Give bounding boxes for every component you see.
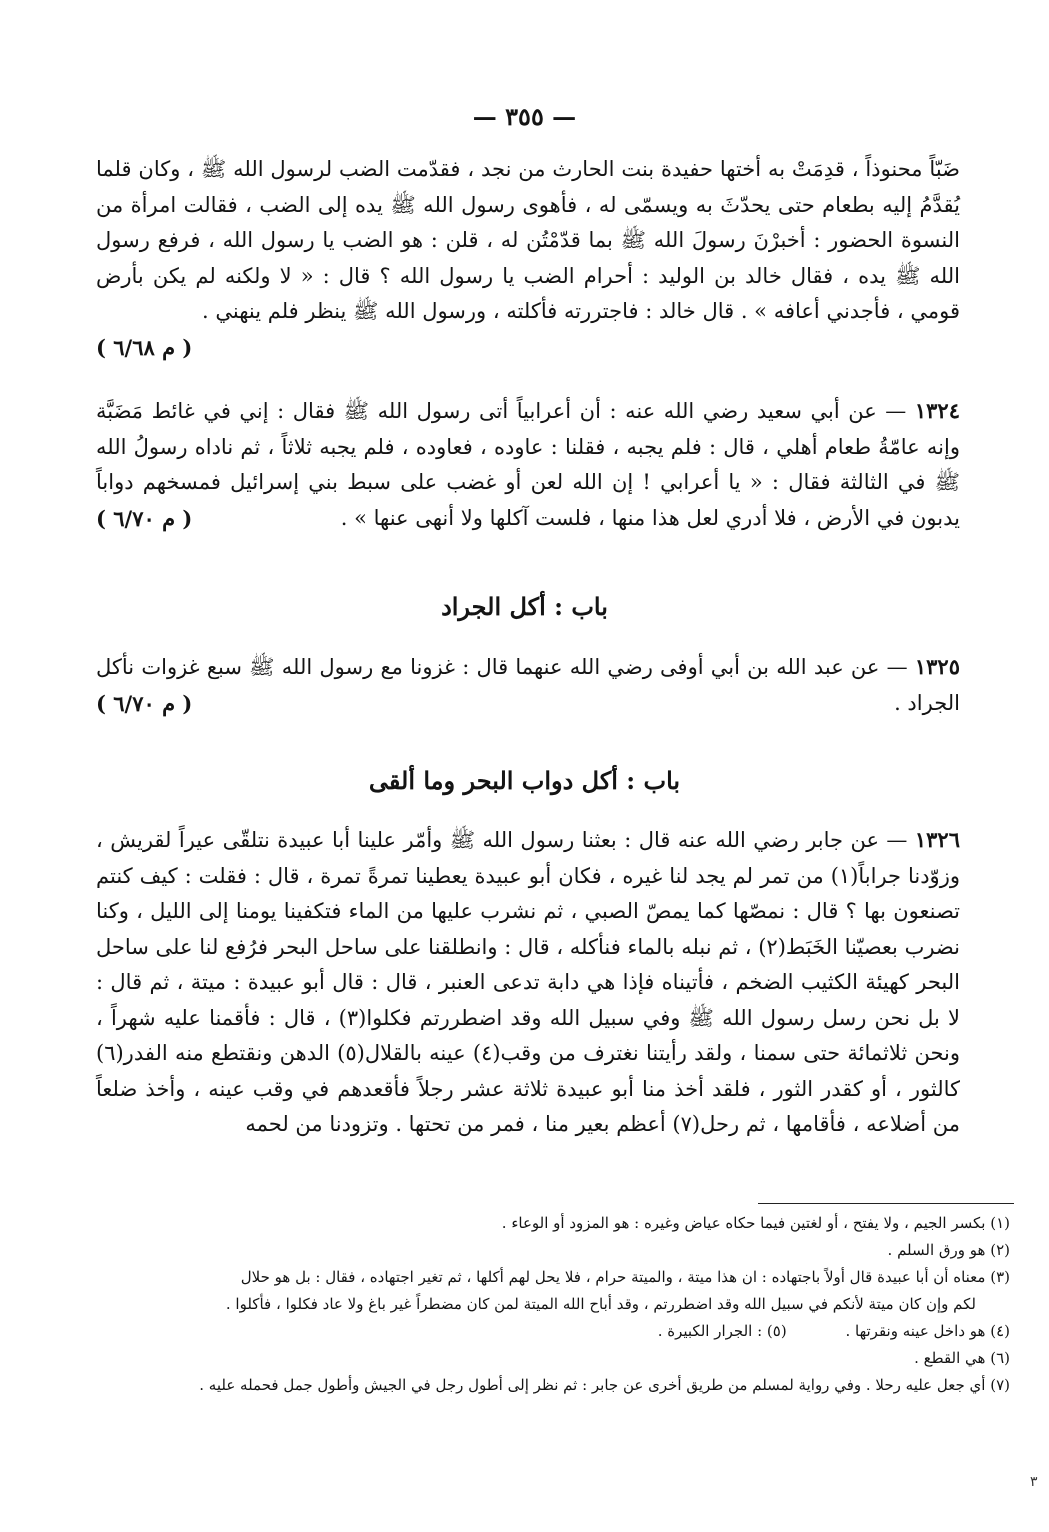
hadith-text: — عن أبي سعيد رضي الله عنه : أن أعرابياً أتى رسول الله ﷺ فقال : إني في غائط مَضَبَّة وإنه عامّةُ طعام أهلي ، قال : فلم يجبه ، فقلنا : عاوده ، فعاوده ، فلم يجبه ثلاثاً ، ثم ناداه رسولُ الله ﷺ في الثالثة فقال : « يا أعرابي ! إن الله لعن أو غضب على سبط بني إسرائيل فمسخهم دواباً يدبون في الأرض ، فلا أدري لعل هذا منها ، فلست آكلها ولا أنهى عنها » . — [96, 399, 960, 530]
page-number: — ٣٥٥ — — [472, 102, 577, 131]
hadith-number: ١٣٢٦ — [914, 827, 960, 852]
hadith-text: — عن جابر رضي الله عنه قال : بعثنا رسول الله ﷺ وأمّر علينا أبا عبيدة نتلقّى عيراً لقريش ، وزوّدنا جراباً(١) من تمر لم يجد لنا غيره ، فكان أبو عبيدة يعطينا تمرةً تمرة ، قال : فقلت : كيف كنتم تصنعون بها ؟ قال : نمصّها كما يمصّ الصبي ، ثم نشرب عليها من الماء فتكفينا يومنا إلى الليل ، وكنا نضرب بعصيّنا الخَبَط(٢) ، ثم نبله بالماء فنأكله ، قال : وانطلقنا على ساحل البحر فرُفع لنا على ساحل البحر كهيئة الكثيب الضخم ، فأتيناه فإذا هي دابة تدعى العنبر ، قال : قال أبو عبيدة : ميتة ، ثم قال : لا بل نحن رسل رسول الله ﷺ وفي سبيل الله وقد اضطررتم فكلوا(٣) ، قال : فأقمنا عليه شهراً ، ونحن ثلاثمائة حتى سمنا ، ولقد رأيتنا نغترف من وقب(٤) عينه بالقلال(٥) الدهن ونقتطع منه الفدر(٦) كالثور ، أو كقدر الثور ، فلقد أخذ منا أبو عبيدة ثلاثة عشر رجلاً فأقعدهم في وقب عينه ، وأخذ ضلعاً من أضلاعه ، فأقامها ، ثم رحل(٧) أعظم بعير منا ، فمر من تحتها . وتزودنا من لحمه — [96, 828, 961, 1136]
footnote-4: (٤) هو داخل عينه ونقرتها . — [845, 1322, 1010, 1340]
hadith-text: ضَبّاً محنوذاً ، قدِمَتْ به أختها حفيدة بنت الحارث من نجد ، فقدّمت الضب لرسول الله ﷺ ، وكان قلما يُقدَّمُ إليه بطعام حتى يحدّثَ به ويسمّى له ، فأهوى رسول الله ﷺ يده إلى الضب ، فقالت امرأة من النسوة الحضور : أخبرْنَ رسولَ الله ﷺ بما قدّمْتُن له ، قلن : هو الضب يا رسول الله ، فرفع رسول الله ﷺ يده ، فقال خالد بن الوليد : أحرام الضب يا رسول الله ؟ قال : « لا ولكنه لم يكن بأرض قومي ، فأجدني أعافه » . قال خالد : فاجتررته فأكلته ، ورسول الله ﷺ ينظر فلم ينهني . — [96, 157, 960, 323]
hadith-reference: ( م ٦/٦٨ ) — [96, 334, 193, 360]
hadith-1326 — [96, 822, 960, 1143]
footnote-1: (١) بكسر الجيم ، ولا يفتح ، أو لغتين فيما حكاه عياض وغيره : هو المزود أو الوعاء . — [501, 1214, 1010, 1232]
footnote-3: (٣) معناه أن أبا عبيدة قال أولاً باجتهاده : ان هذا ميتة ، والميتة حرام ، فلا يحل لهم أكلها ، ثم تغير اجتهاده ، فقال : بل هو حلال — [240, 1268, 1010, 1286]
footnote-4-5-line — [90, 1318, 1010, 1345]
footnotes — [90, 1210, 1010, 1399]
footnote-3-continued: لكم وإن كان ميتة لأنكم في سبيل الله وقد اضطررتم ، وقد أباح الله الميتة لمن كان مضطراً غير باغ ولا عاد فكلوا ، فأكلوا . — [225, 1295, 976, 1313]
hadith-continuation — [96, 152, 960, 365]
chapter-heading-sea-animals: باب : أكل دواب البحر وما ألقى — [368, 766, 681, 795]
hadith-reference: ( م ٦/٧٠ ) — [96, 505, 193, 531]
hadith-1324 — [96, 393, 960, 536]
hadith-reference: ( م ٦/٧٠ ) — [96, 690, 193, 716]
chapter-heading-locusts: باب : أكل الجراد — [441, 592, 608, 621]
footnote-2: (٢) هو ورق السلم . — [887, 1241, 1010, 1259]
hadith-text: — عن عبد الله بن أبي أوفى رضي الله عنهما قال : غزونا مع رسول الله ﷺ سبع غزوات نأكل الجراد . — [96, 655, 960, 715]
footnote-6: (٦) هي القطع . — [914, 1349, 1010, 1367]
footnote-7: (٧) أي جعل عليه رحلا . وفي رواية لمسلم من طريق أخرى عن جابر : ثم نظر إلى أطول رجل في الجيش وأطول جمل فحمله عليه . — [199, 1376, 1010, 1394]
footnote-5: (٥) : الجرار الكبيرة . — [657, 1322, 787, 1340]
hadith-1325 — [96, 649, 960, 721]
hadith-number: ١٣٢٤ — [914, 398, 960, 423]
hadith-number: ١٣٢٥ — [914, 654, 960, 679]
footnote-divider — [758, 1203, 1014, 1204]
margin-mark: ٣ — [1030, 1474, 1038, 1490]
